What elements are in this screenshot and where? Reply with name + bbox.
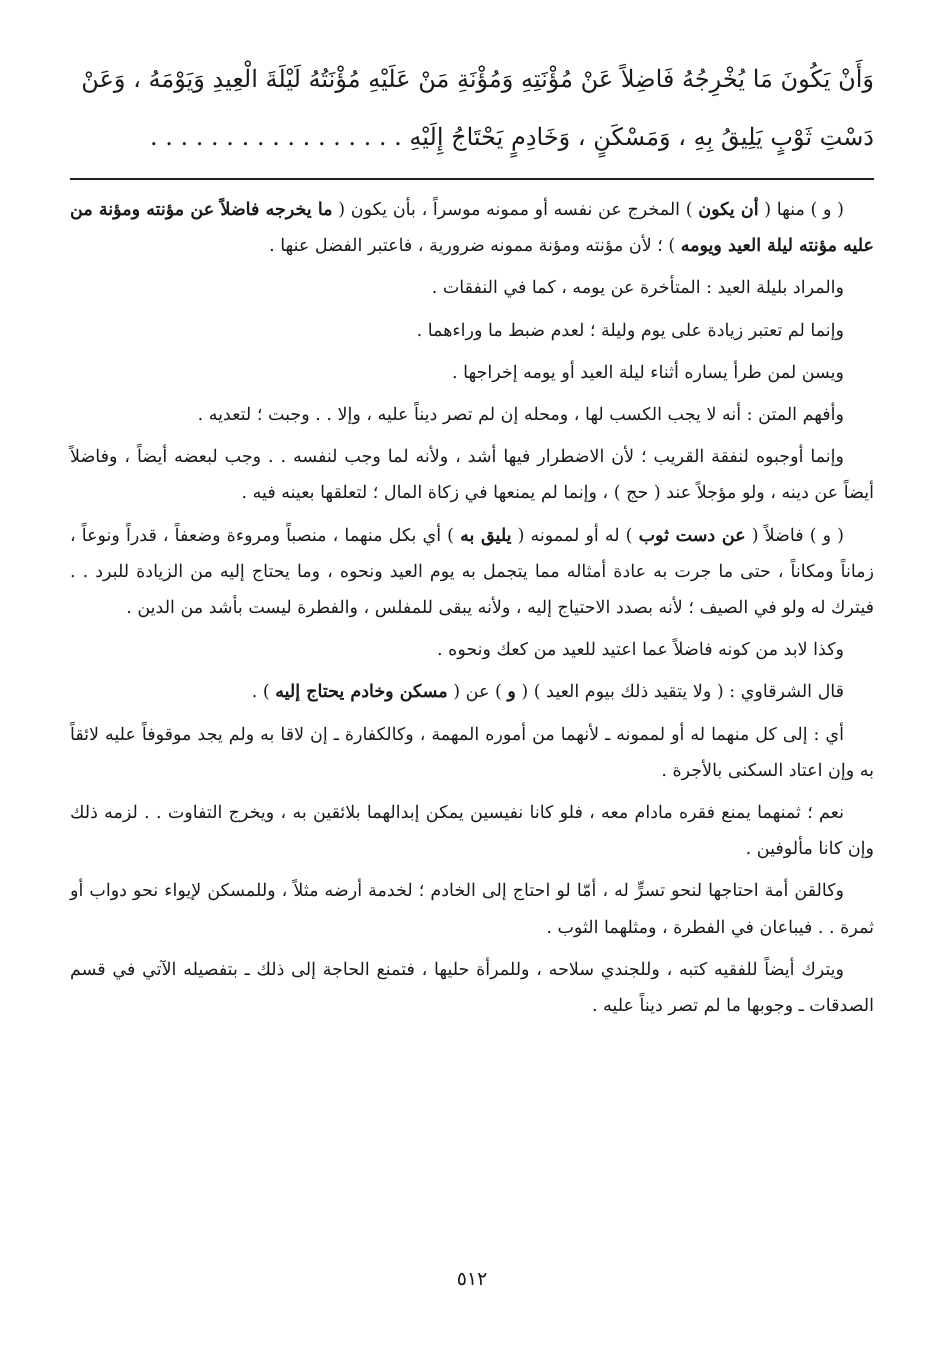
text-run: ) له أو لممونه (: [511, 525, 639, 546]
text-run: ) عن (: [447, 682, 508, 703]
separator-line: [70, 178, 874, 180]
paragraph: [70, 674, 874, 710]
matn-line-1: وَأَنْ يَكُونَ مَا يُخْرِجُهُ فَاضِلاً عَنْ مُؤْنَتِهِ وَمُؤْنَةِ مَنْ عَلَيْهِ مُؤْنَتُهُ لَيْلَةَ الْعِيدِ وَيَوْمَهُ ، وَعَنْ: [81, 65, 874, 93]
paragraph: نعم ؛ ثمنهما يمنع فقره مادام معه ، فلو كانا نفيسين يمكن إبدالهما بلائقين به ، ويخرج التفاوت . . لزمه ذلك وإن كانا مألوفين .: [70, 803, 874, 860]
bold-text: ما يخرجه فاضلاً عن مؤنته ومؤنة من عليه مؤنته ليلة العيد ويومه: [70, 200, 874, 257]
text-run: ( و ) فاضلاً (: [745, 525, 844, 546]
matn-line-2: دَسْتِ ثَوْبٍ يَلِيقُ بِهِ ، وَمَسْكَنٍ ، وَخَادِمٍ يَحْتَاجُ إِلَيْهِ . . . . . . . . . . . . . . . . .: [150, 123, 874, 151]
page-number: ٥١٢: [456, 1268, 488, 1290]
paragraph: ويترك أيضاً للفقيه كتبه ، وللجندي سلاحه ، وللمرأة حليها ، فتمنع الحاجة إلى ذلك ـ بتفصيله الآتي في قسم الصدقات ـ وجوبها ما لم تصر ديناً عليه .: [70, 959, 874, 1017]
paragraph: [70, 518, 874, 627]
paragraph: أي : إلى كل منهما له أو لممونه ـ لأنهما من أموره المهمة ، وكالكفارة ـ إن لاقا به ولم يجد موقوفاً عليه لائقاً به وإن اعتاد السكنى بالأجرة .: [70, 724, 874, 781]
paragraph: وإنما أوجبوه لنفقة القريب ؛ لأن الاضطرار فيها أشد ، ولأنه لما وجب لنفسه . . وجب لبعضه أيضاً ، وفاضلاً أيضاً عن دينه ، ولو مؤجلاً عند ( حج ) ، وإنما لم يمنعها في زكاة المال ؛ لتعلقها بعينه فيه .: [70, 447, 874, 504]
text-run: ) أي بكل منهما ، منصباً ومروءة وضعفاً ، قدراً ونوعاً ، زماناً ومكاناً ، حتى ما جرت به عادة أمثاله مما يتجمل به يوم العيد ونحوه ، وما يحتاج إليه من الزيادة للبرد . . فيترك له ولو في الصيف ؛ لأنه بصدد الاحتياج إليه ، ولأنه يبقى للمفلس ، والفطرة ليست بأشد من الدين .: [70, 525, 874, 619]
text-run: ) .: [251, 682, 276, 703]
paragraph: وأفهم المتن : أنه لا يجب الكسب لها ، ومحله إن لم تصر ديناً عليه ، وإلا . . وجبت ؛ لتعديه .: [197, 405, 844, 426]
bold-text: عن دست ثوب: [638, 525, 746, 546]
commentary: [70, 192, 874, 1024]
text-run: ( و ) منها (: [758, 200, 844, 220]
paragraph: وإنما لم تعتبر زيادة على يوم وليلة ؛ لعدم ضبط ما وراءهما .: [416, 320, 844, 341]
bold-text: مسكن وخادم يحتاج إليه: [275, 682, 448, 703]
paragraph: ويسن لمن طرأ يساره أثناء ليلة العيد أو يومه إخراجها .: [452, 362, 844, 383]
text-run: قال الشرقاوي : ( ولا يتقيد ذلك بيوم العيد ) (: [515, 682, 844, 703]
paragraph: وكذا لابد من كونه فاضلاً عما اعتيد للعيد من كعك ونحوه .: [437, 640, 844, 661]
paragraph: وكالقن أمة احتاجها لنحو تسرٍّ له ، أمّا لو احتاج إلى الخادم ؛ لخدمة أرضه مثلاً ، وللمسكن لإيواء نحو دواب أو ثمرة . . فيباعان في الفطرة ، ومثلهما الثوب .: [70, 881, 874, 938]
bold-text: أن يكون: [698, 200, 759, 220]
bold-text: يليق به: [460, 525, 512, 546]
paragraph: [70, 192, 874, 264]
paragraph: والمراد بليلة العيد : المتأخرة عن يومه ، كما في النفقات .: [431, 278, 844, 299]
text-run: ) ؛ لأن مؤنته ومؤنة ممونه ضرورية ، فاعتبر الفضل عنها .: [269, 236, 681, 257]
text-run: ) المخرج عن نفسه أو ممونه موسراً ، بأن يكون (: [332, 200, 699, 220]
bold-text: و: [507, 682, 516, 703]
matn-text: [70, 50, 874, 166]
page-body: [70, 50, 874, 1030]
